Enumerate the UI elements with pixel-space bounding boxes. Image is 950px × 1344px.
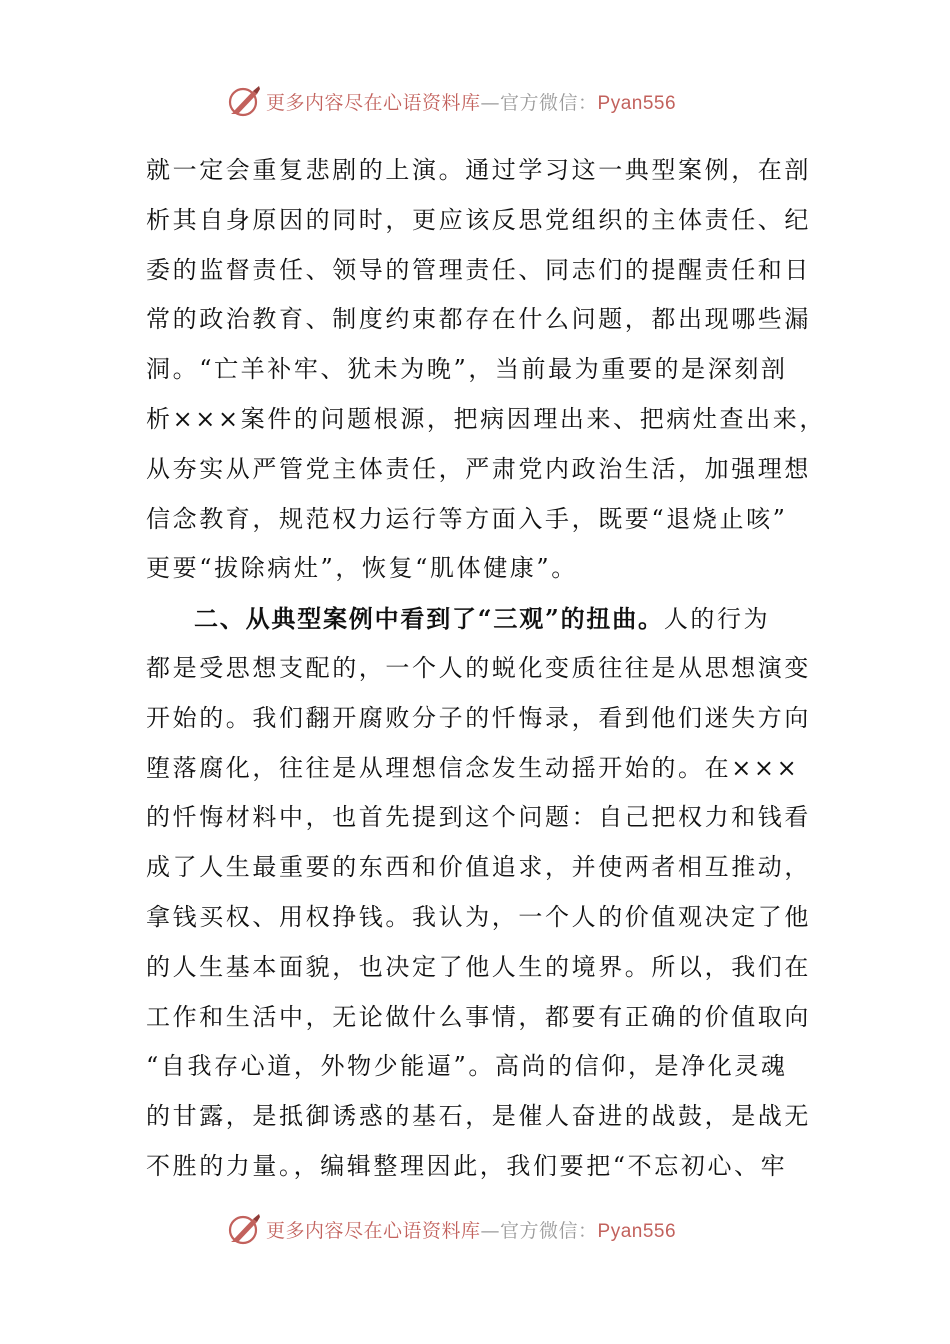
banner-text [266,88,676,115]
body-line: 成了人生最重要的东西和价值追求，并使两者相互推动， [146,853,811,882]
body-line: 常的政治教育、制度约束都存在什么问题，都出现哪些漏 [146,305,811,334]
header-watermark-banner [226,83,676,119]
body-line: 堕落腐化，往往是从理想信念发生动摇开始的。在××× [146,753,800,782]
body-line: 信念教育，规范权力运行等方面入手，既要“退烧止咳” [146,504,788,533]
body-line: 工作和生活中，无论做什么事情，都要有正确的价值取向 [146,1002,811,1031]
body-line: “自我存心道，外物少能逼”。高尚的信仰，是净化灵魂 [146,1052,788,1081]
footer-watermark-banner [226,1211,676,1247]
body-line: 从夯实从严管党主体责任，严肃党内政治生活，加强理想 [146,454,811,483]
banner-wechat-id: Pyan556 [597,92,677,114]
body-line: 都是受思想支配的，一个人的蜕化变质往往是从思想演变 [146,653,811,682]
pen-logo-icon [226,1211,262,1247]
pen-logo-icon [226,83,262,119]
body-line: 更要“拔除病灶”，恢复“肌体健康”。 [146,554,578,583]
banner-dash: — [480,91,501,114]
body-line: 委的监督责任、领导的管理责任、同志们的提醒责任和日 [146,255,811,284]
body-line: 就一定会重复悲剧的上演。通过学习这一典型案例，在剖 [146,156,811,184]
section-heading: 二、从典型案例中看到了“三观”的扭曲。 [194,604,664,634]
body-line: 不胜的力量。，编辑整理因此，我们要把“不忘初心、牢 [146,1151,788,1180]
body-line: 的忏悔材料中，也首先提到这个问题：自己把权力和钱看 [146,803,811,832]
section-heading-rest: 人的行为 [663,605,771,634]
body-line: 析其自身原因的同时，更应该反思党组织的主体责任、纪 [146,205,811,234]
body-line: 洞。“亡羊补牢、犹未为晚”，当前最为重要的是深刻剖 [146,355,788,384]
section-heading-line [146,594,816,644]
body-line: 拿钱买权、用权挣钱。我认为，一个人的价值观决定了他 [146,902,811,931]
banner-lead-text: 更多内容尽在心语资料库 [266,1219,481,1242]
body-line: 的甘露，是抵御诱惑的基石，是催人奋进的战鼓，是战无 [146,1102,811,1131]
body-line: 的人生基本面貌，也决定了他人生的境界。所以，我们在 [146,952,811,981]
banner-lead-text: 更多内容尽在心语资料库 [266,91,481,114]
banner-text [266,1216,676,1243]
body-line: 开始的。我们翻开腐败分子的忏悔录，看到他们迷失方向 [146,703,811,732]
banner-wechat-label: 官方微信： [500,1219,598,1242]
document-body [146,146,826,1192]
banner-dash: — [480,1219,501,1242]
banner-wechat-label: 官方微信： [500,91,598,114]
banner-wechat-id: Pyan556 [597,1220,677,1242]
body-line: 析×××案件的问题根源，把病因理出来、把病灶查出来， [146,404,826,433]
